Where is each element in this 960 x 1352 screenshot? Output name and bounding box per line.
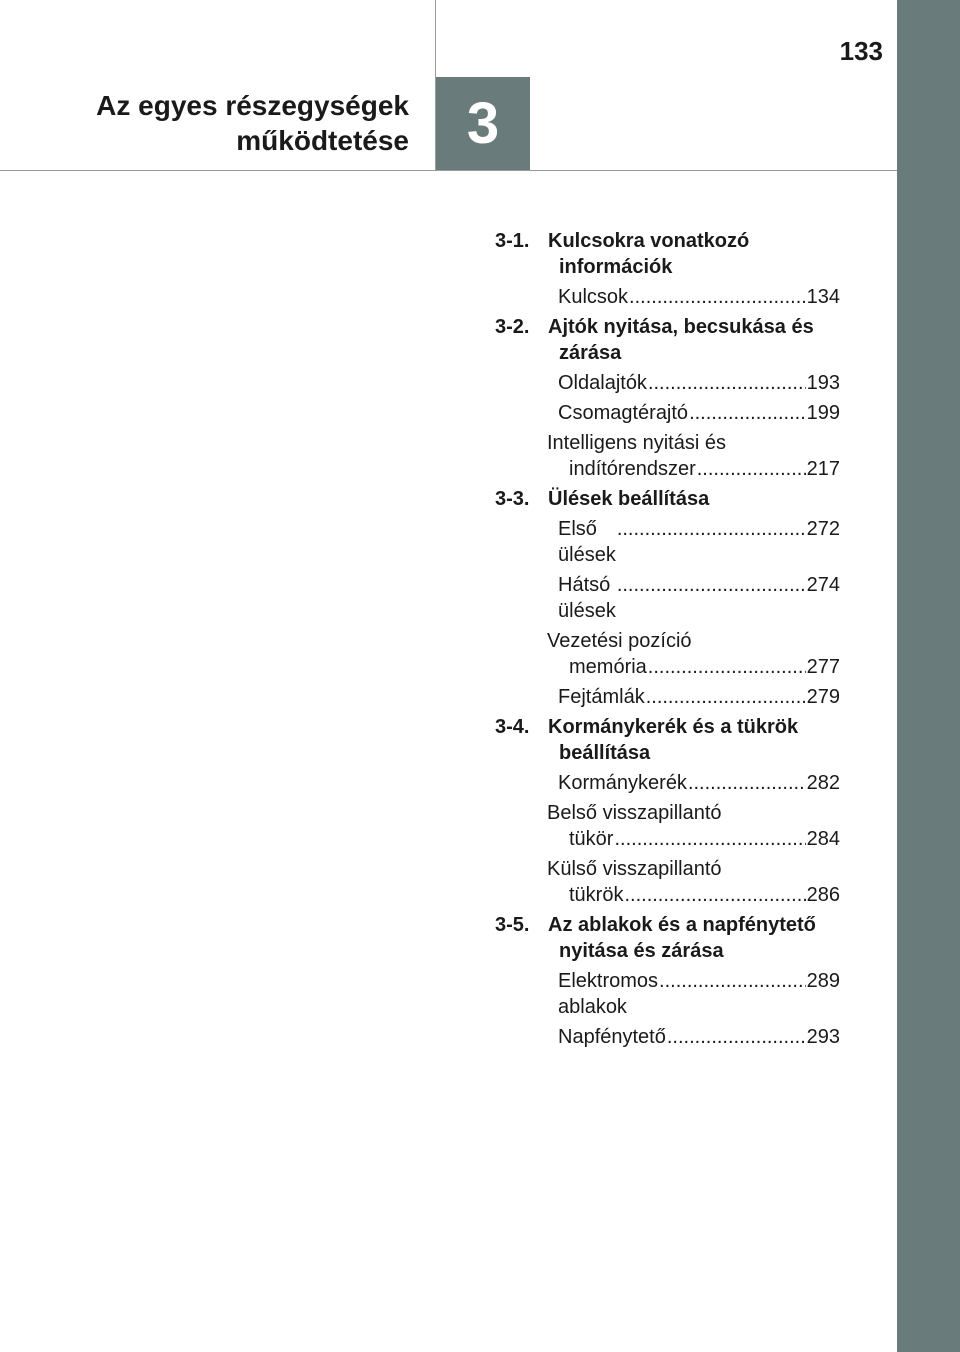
toc-entry-page: 289 xyxy=(806,970,840,992)
toc-entry-page: 282 xyxy=(806,772,840,794)
table-of-contents xyxy=(495,228,840,1050)
toc-entry[interactable] xyxy=(547,800,840,852)
dot-leader xyxy=(646,684,806,710)
toc-section-number: 3-4. xyxy=(495,716,530,738)
toc-entry[interactable] xyxy=(547,572,840,624)
toc-section-title[interactable]: Ajtók nyitása, becsukása és zárása xyxy=(548,316,814,364)
dot-leader xyxy=(667,1024,806,1050)
chapter-title xyxy=(96,88,409,158)
toc-entry-title: Kulcsok xyxy=(558,286,629,308)
toc-entry-title: Hátsó ülések xyxy=(558,574,616,622)
chapter-title-line2: működtetése xyxy=(236,125,409,156)
toc-section xyxy=(495,314,840,366)
dot-leader xyxy=(659,968,806,994)
toc-section xyxy=(495,714,840,766)
dot-leader xyxy=(624,882,805,908)
toc-entry-title: Fejtámlák xyxy=(558,686,645,708)
chapter-side-tab xyxy=(897,0,960,1352)
toc-entry-title: Elektromos ablakok xyxy=(558,970,659,1018)
chapter-title-line1: Az egyes részegységek xyxy=(96,90,409,121)
chapter-number-box xyxy=(436,77,530,170)
toc-entry-title-first-line: Belső visszapillantó xyxy=(547,802,722,824)
toc-entry[interactable] xyxy=(547,628,840,680)
toc-entry-title: Kormánykerék xyxy=(558,772,687,794)
toc-section-title[interactable]: Az ablakok és a napfénytető nyitása és zárása xyxy=(548,914,816,962)
toc-entry-page: 277 xyxy=(806,656,840,678)
toc-section xyxy=(495,228,840,280)
toc-entry[interactable] xyxy=(547,684,840,710)
dot-leader xyxy=(617,516,806,542)
toc-section-number: 3-3. xyxy=(495,488,530,510)
toc-entry-page: 272 xyxy=(806,518,840,540)
toc-section-title[interactable]: Ülések beállítása xyxy=(548,488,710,510)
toc-entry-title: Csomagtérajtó xyxy=(558,402,689,424)
header-divider-horizontal xyxy=(0,170,897,171)
toc-section-title[interactable]: Kormánykerék és a tükrök beállítása xyxy=(548,716,799,764)
toc-entry[interactable] xyxy=(547,856,840,908)
toc-section-number: 3-1. xyxy=(495,230,530,252)
toc-entry[interactable] xyxy=(547,400,840,426)
toc-entry[interactable] xyxy=(547,968,840,1020)
toc-section-number: 3-2. xyxy=(495,316,530,338)
toc-section xyxy=(495,912,840,964)
toc-entry-page: 217 xyxy=(806,458,840,480)
toc-entry-page: 293 xyxy=(806,1026,840,1048)
toc-entry-title: Napfénytető xyxy=(558,1026,666,1048)
toc-entry-title: Első ülések xyxy=(558,518,616,566)
toc-section-number: 3-5. xyxy=(495,914,530,936)
toc-entry-page: 279 xyxy=(806,686,840,708)
dot-leader xyxy=(617,572,806,598)
dot-leader xyxy=(648,370,806,396)
toc-entry-title: Oldalajtók xyxy=(558,372,647,394)
dot-leader xyxy=(688,770,806,796)
toc-entry-title-first-line: Külső visszapillantó xyxy=(547,858,722,880)
toc-entry-page: 134 xyxy=(806,286,840,308)
toc-entry-page: 284 xyxy=(806,828,840,850)
toc-entry[interactable] xyxy=(547,770,840,796)
chapter-number: 3 xyxy=(466,91,500,156)
toc-entry-page: 199 xyxy=(806,402,840,424)
dot-leader xyxy=(629,284,806,310)
toc-entry-page: 286 xyxy=(806,884,840,906)
toc-entry-title: tükrök xyxy=(569,884,624,906)
dot-leader xyxy=(648,654,806,680)
toc-entry-title: tükör xyxy=(569,828,614,850)
dot-leader xyxy=(614,826,805,852)
toc-entry-title: memória xyxy=(569,656,647,678)
toc-entry-title-first-line: Vezetési pozíció xyxy=(547,630,692,652)
toc-entry-page: 193 xyxy=(806,372,840,394)
page-number: 133 xyxy=(839,36,883,66)
toc-entry[interactable] xyxy=(547,516,840,568)
toc-section xyxy=(495,486,840,512)
dot-leader xyxy=(697,456,806,482)
toc-entry[interactable] xyxy=(547,284,840,310)
toc-entry[interactable] xyxy=(547,1024,840,1050)
toc-entry[interactable] xyxy=(547,370,840,396)
toc-section-title[interactable]: Kulcsokra vonatkozó információk xyxy=(548,230,750,278)
toc-entry-page: 274 xyxy=(806,574,840,596)
dot-leader xyxy=(689,400,806,426)
toc-entry[interactable] xyxy=(547,430,840,482)
toc-entry-title-first-line: Intelligens nyitási és xyxy=(547,432,726,454)
toc-entry-title: indítórendszer xyxy=(569,458,696,480)
